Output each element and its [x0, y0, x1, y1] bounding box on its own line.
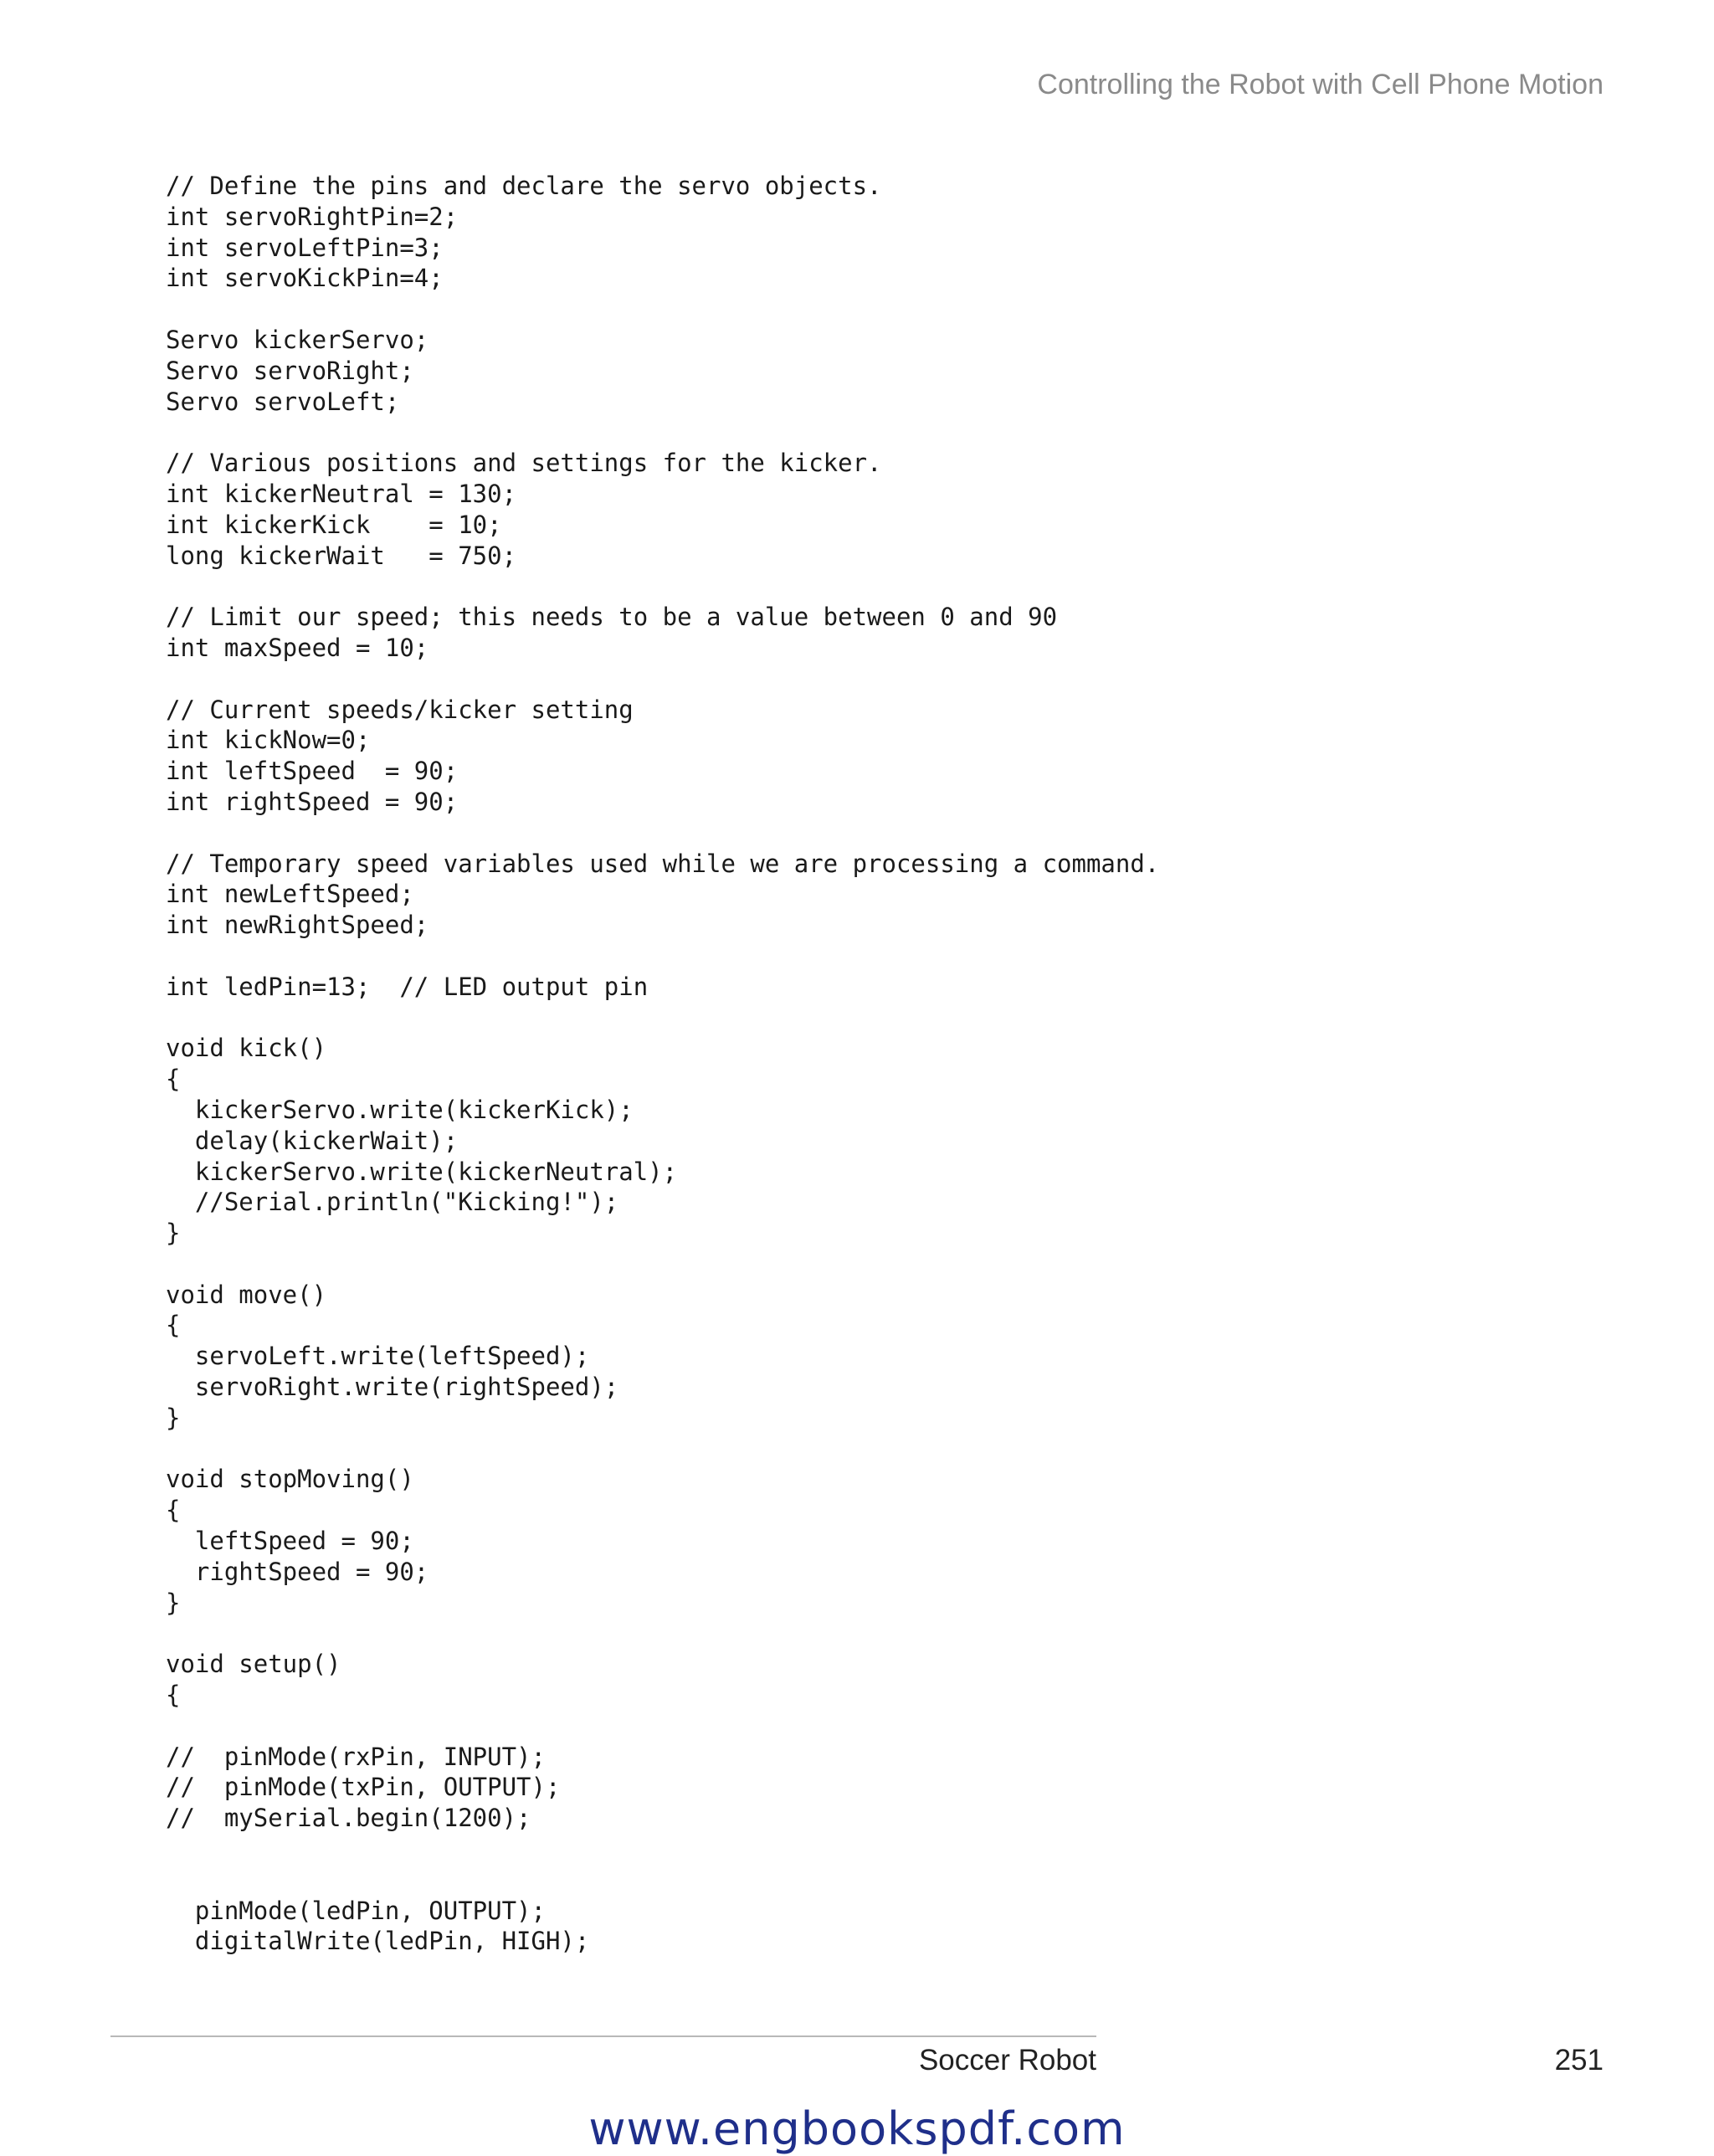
code-line: delay(kickerWait);: [166, 1126, 459, 1155]
code-line: long kickerWait = 750;: [166, 541, 517, 570]
code-line: [166, 1865, 1159, 1896]
code-line: [166, 1249, 1159, 1280]
code-line: [166, 294, 1159, 325]
code-line: pinMode(ledPin, OUTPUT);: [166, 1896, 546, 1925]
code-line: [166, 664, 1159, 695]
code-line: [166, 1618, 1159, 1649]
footer-rule: [110, 2035, 1096, 2037]
code-line: void kick(): [166, 1034, 327, 1063]
code-line: int servoLeftPin=3;: [166, 233, 444, 262]
code-line: // Limit our speed; this needs to be a value between 0 and 90: [166, 603, 1058, 632]
code-line: {: [166, 1681, 181, 1710]
code-line: int kickNow=0;: [166, 726, 371, 755]
running-head: Controlling the Robot with Cell Phone Motion: [1037, 69, 1604, 100]
code-listing: [166, 171, 1159, 1957]
page-number: 251: [1554, 2044, 1604, 2076]
code-line: // mySerial.begin(1200);: [166, 1804, 531, 1833]
footer-section-title: Soccer Robot: [918, 2044, 1096, 2076]
code-line: // Various positions and settings for the kicker.: [166, 449, 882, 478]
code-line: int kickerNeutral = 130;: [166, 479, 517, 508]
code-line: // pinMode(txPin, OUTPUT);: [166, 1773, 561, 1802]
code-line: [166, 417, 1159, 448]
code-line: kickerServo.write(kickerKick);: [166, 1095, 634, 1124]
code-line: {: [166, 1311, 181, 1340]
code-line: void setup(): [166, 1650, 341, 1679]
code-line: int rightSpeed = 90;: [166, 787, 459, 816]
code-line: }: [166, 1588, 181, 1617]
code-line: // pinMode(rxPin, INPUT);: [166, 1742, 546, 1771]
code-line: void move(): [166, 1280, 327, 1309]
code-line: Servo servoLeft;: [166, 387, 400, 416]
code-line: int newLeftSpeed;: [166, 880, 414, 909]
code-line: Servo kickerServo;: [166, 325, 429, 354]
code-line: int ledPin=13; // LED output pin: [166, 972, 649, 1001]
code-line: [166, 1003, 1159, 1034]
code-line: [166, 941, 1159, 972]
code-line: int servoKickPin=4;: [166, 264, 444, 293]
code-line: //Serial.println("Kicking!");: [166, 1188, 619, 1217]
watermark-url[interactable]: www.engbookspdf.com: [588, 2102, 1126, 2155]
code-line: [166, 571, 1159, 602]
code-line: [166, 1434, 1159, 1465]
code-line: // Current speeds/kicker setting: [166, 695, 634, 724]
code-line: int kickerKick = 10;: [166, 510, 502, 539]
code-line: rightSpeed = 90;: [166, 1557, 429, 1586]
code-line: servoLeft.write(leftSpeed);: [166, 1342, 590, 1371]
code-line: void stopMoving(): [166, 1465, 414, 1494]
code-line: int leftSpeed = 90;: [166, 757, 459, 786]
code-line: int servoRightPin=2;: [166, 202, 459, 231]
code-line: [166, 1834, 1159, 1865]
code-line: [166, 1711, 1159, 1742]
code-line: [166, 818, 1159, 849]
code-line: // Temporary speed variables used while we are processing a command.: [166, 849, 1160, 878]
code-line: {: [166, 1065, 181, 1094]
code-line: servoRight.write(rightSpeed);: [166, 1373, 619, 1402]
code-line: int newRightSpeed;: [166, 911, 429, 940]
code-line: }: [166, 1219, 181, 1248]
code-line: Servo servoRight;: [166, 356, 414, 385]
code-line: digitalWrite(ledPin, HIGH);: [166, 1927, 590, 1956]
code-line: }: [166, 1403, 181, 1432]
code-line: leftSpeed = 90;: [166, 1527, 414, 1556]
code-line: // Define the pins and declare the servo objects.: [166, 172, 882, 200]
code-line: kickerServo.write(kickerNeutral);: [166, 1157, 678, 1186]
code-line: int maxSpeed = 10;: [166, 633, 429, 662]
code-line: {: [166, 1496, 181, 1525]
